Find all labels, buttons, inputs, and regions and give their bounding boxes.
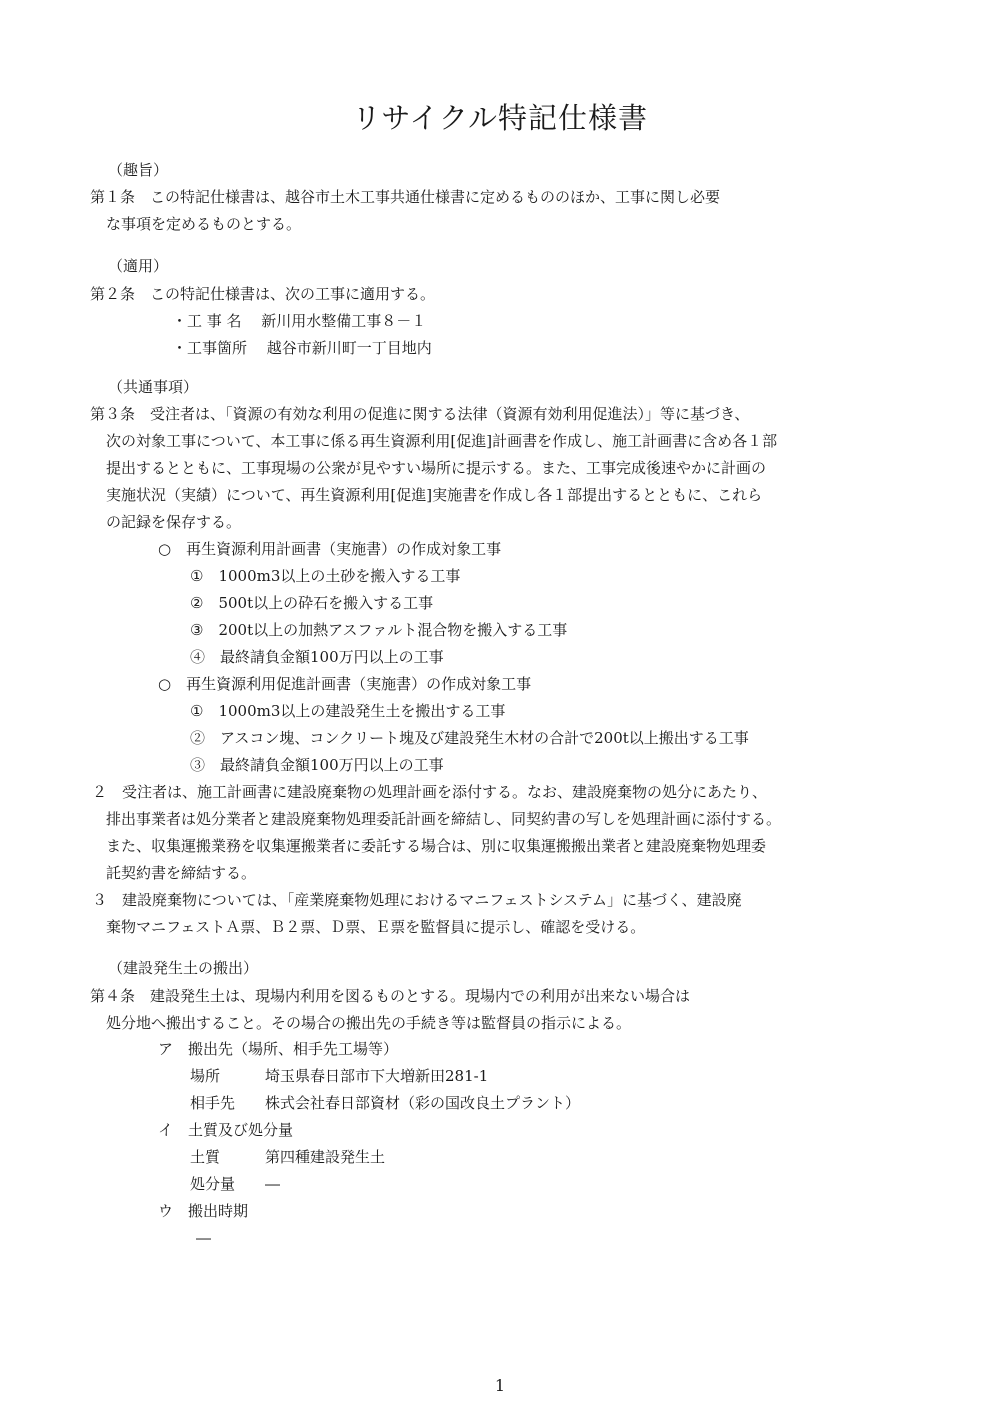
work-name-item: ・工 事 名 新川用水整備工事８－１ [172,312,427,330]
article-3-heading: （共通事項） [108,378,199,396]
soil-value: 第四種建設発生土 [265,1148,386,1166]
list-2-item: ③ 最終請負金額100万円以上の工事 [190,756,444,774]
article-1-heading: （趣旨） [108,161,169,179]
paragraph-2-line-4: 託契約書を締結する。 [106,864,257,882]
list-2-item: ② アスコン塊、コンクリート塊及び建設発生木材の合計で200t以上搬出する工事 [190,729,749,747]
paragraph-3-line-1: ３ 建設廃棄物については、「産業廃棄物処理におけるマニフェストシステム」に基づく、建設廃 [92,891,742,909]
period-heading: ウ 搬出時期 [158,1202,249,1220]
list-1-item: ② 500t以上の砕石を搬入する工事 [190,594,434,612]
work-place-item: ・工事箇所 越谷市新川町一丁目地内 [172,339,432,357]
soil-label: 土質 [190,1148,221,1166]
paragraph-2-line-1: ２ 受注者は、施工計画書に建設廃棄物の処理計画を添付する。なお、建設廃棄物の処分にあたり、 [92,783,768,801]
list-1-heading: ○ 再生資源利用計画書（実施書）の作成対象工事 [158,540,502,558]
article-3-line-1: 第３条 受注者は、「資源の有効な利用の促進に関する法律（資源有効利用促進法）」等に基づき、 [90,405,750,423]
article-3-line-5: の記録を保存する。 [106,513,242,531]
list-2-item: ① 1000m3以上の建設発生土を搬出する工事 [190,702,506,720]
list-1-item: ③ 200t以上の加熱アスファルト混合物を搬入する工事 [190,621,568,639]
amount-value: ― [265,1175,280,1193]
period-value: ― [196,1229,211,1247]
list-1-item: ④ 最終請負金額100万円以上の工事 [190,648,444,666]
partner-value: 株式会社春日部資材（彩の国改良土プラント） [265,1094,581,1112]
page-title: リサイクル特記仕様書 [352,101,648,135]
article-1-line-2: な事項を定めるものとする。 [106,215,302,233]
list-1-item: ① 1000m3以上の土砂を搬入する工事 [190,567,461,585]
article-1-line-1: 第１条 この特記仕様書は、越谷市土木工事共通仕様書に定めるもののほか、工事に関し必要 [90,188,721,206]
paragraph-3-line-2: 棄物マニフェストＡ票、Ｂ２票、Ｄ票、Ｅ票を監督員に提示し、確認を受ける。 [106,918,646,936]
article-4-line-1: 第４条 建設発生土は、現場内利用を図るものとする。現場内での利用が出来ない場合は [90,987,691,1005]
article-3-line-3: 提出するとともに、工事現場の公衆が見やすい場所に提示する。また、工事完成後速やかに計画の [106,459,767,477]
place-value: 埼玉県春日部市下大増新田281-1 [265,1067,489,1085]
article-4-line-2: 処分地へ搬出すること。その場合の搬出先の手続き等は監督員の指示による。 [106,1014,632,1032]
soil-heading: イ 土質及び処分量 [158,1121,294,1139]
article-2-heading: （適用） [108,257,169,275]
page-number: 1 [494,1376,506,1395]
paragraph-2-line-2: 排出事業者は処分業者と建設廃棄物処理委託計画を締結し、同契約書の写しを処理計画に添付する。 [106,810,782,828]
article-3-line-4: 実施状況（実績）について、再生資源利用[促進]実施書を作成し各１部提出するとともに、これら [106,486,763,504]
article-2-line-1: 第２条 この特記仕様書は、次の工事に適用する。 [90,285,436,303]
place-label: 場所 [190,1067,221,1085]
article-3-line-2: 次の対象工事について、本工事に係る再生資源利用[促進]計画書を作成し、施工計画書に含め各１部 [106,432,778,450]
list-2-heading: ○ 再生資源利用促進計画書（実施書）の作成対象工事 [158,675,532,693]
paragraph-2-line-3: また、収集運搬業務を収集運搬業者に委託する場合は、別に収集運搬搬出業者と建設廃棄物処理委 [106,837,767,855]
partner-label: 相手先 [190,1094,236,1112]
destination-heading: ア 搬出先（場所、相手先工場等） [158,1040,399,1058]
amount-label: 処分量 [190,1175,236,1193]
article-4-heading: （建設発生土の搬出） [108,959,259,977]
